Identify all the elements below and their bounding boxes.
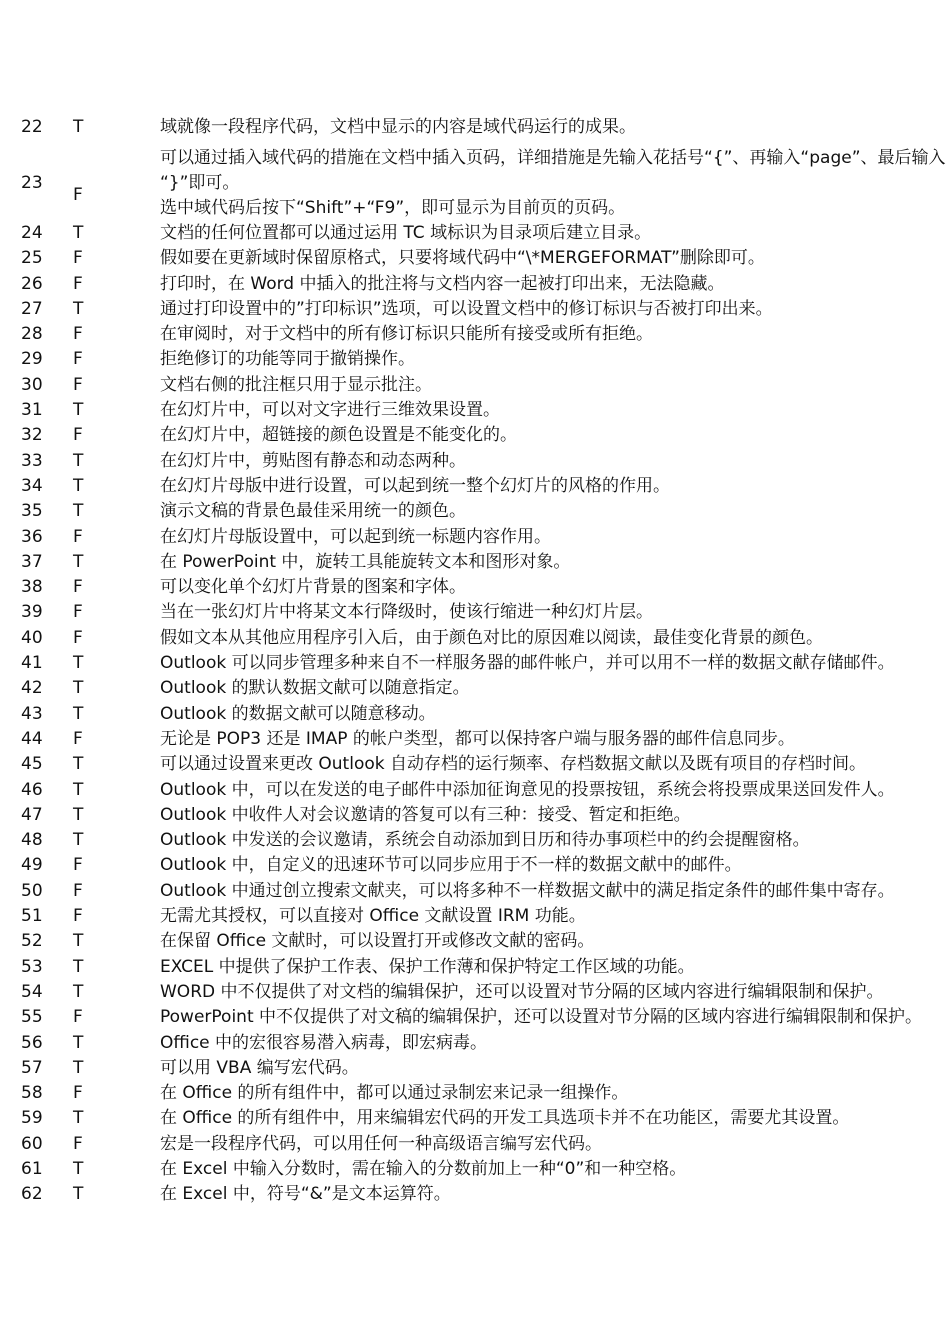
answer-mark: T bbox=[73, 117, 84, 137]
answer-mark: F bbox=[73, 374, 83, 395]
question-number: 58 bbox=[21, 1083, 43, 1104]
statement-text: 无论是 POP3 还是 IMAP 的帐户类型，都可以保持客户端与服务器的邮件信息同步。 bbox=[160, 728, 795, 749]
answer-mark: T bbox=[73, 830, 84, 851]
table-row bbox=[0, 778, 950, 803]
table-row bbox=[0, 929, 950, 954]
question-number: 27 bbox=[21, 298, 43, 319]
statement-text: Outlook 中收件人对会议邀请的答复可以有三种：接受、暂定和拒绝。 bbox=[160, 804, 691, 825]
table-row bbox=[0, 651, 950, 676]
answer-mark: F bbox=[73, 273, 83, 294]
answer-mark: T bbox=[73, 754, 84, 775]
statement-text: 在幻灯片母版中进行设置，可以起到统一整个幻灯片的风格的作用。 bbox=[160, 475, 670, 496]
answer-mark: T bbox=[73, 804, 84, 825]
question-number: 36 bbox=[21, 526, 43, 547]
table-row bbox=[0, 1157, 950, 1182]
table-row bbox=[0, 221, 950, 246]
statement-line: 选中域代码后按下“Shift”+“F9”，即可显示为目前页的页码。 bbox=[160, 198, 626, 218]
table-row bbox=[0, 600, 950, 625]
statement-text: 拒绝修订的功能等同于撤销操作。 bbox=[160, 349, 415, 370]
table-row bbox=[0, 828, 950, 853]
statement-text: EXCEL 中提供了保护工作表、保护工作薄和保护特定工作区域的功能。 bbox=[160, 956, 695, 977]
answer-mark: T bbox=[73, 703, 84, 724]
question-number: 40 bbox=[21, 627, 43, 648]
question-number: 35 bbox=[21, 501, 43, 522]
statement-text: Office 中的宏很容易潜入病毒，即宏病毒。 bbox=[160, 1032, 488, 1053]
question-number: 59 bbox=[21, 1108, 43, 1129]
statement-text: 在幻灯片中，可以对文字进行三维效果设置。 bbox=[160, 400, 500, 421]
question-number: 38 bbox=[21, 577, 43, 598]
answer-mark: T bbox=[73, 779, 84, 800]
question-number: 53 bbox=[21, 956, 43, 977]
statement-text: 可以通过设置来更改 Outlook 自动存档的运行频率、存档数据文献以及既有项目的存档时间。 bbox=[160, 754, 866, 775]
question-number: 45 bbox=[21, 754, 43, 775]
question-number: 60 bbox=[21, 1133, 43, 1154]
question-number: 44 bbox=[21, 728, 43, 749]
question-number: 29 bbox=[21, 349, 43, 370]
question-number: 32 bbox=[21, 425, 43, 446]
statement-text: 打印时，在 Word 中插入的批注将与文档内容一起被打印出来，无法隐藏。 bbox=[160, 273, 725, 294]
statement-text: Outlook 可以同步管理多种来自不一样服务器的邮件帐户，并可以用不一样的数据文献存储邮件。 bbox=[160, 653, 895, 674]
question-number: 39 bbox=[21, 602, 43, 623]
answer-mark: T bbox=[73, 1057, 84, 1078]
statement-text: 在幻灯片中，剪贴图有静态和动态两种。 bbox=[160, 450, 466, 471]
table-row bbox=[0, 575, 950, 600]
answer-mark: F bbox=[73, 185, 83, 205]
statement-text: 在幻灯片母版设置中，可以起到统一标题内容作用。 bbox=[160, 526, 551, 547]
answer-mark: T bbox=[73, 678, 84, 699]
statement-text: 假如文本从其他应用程序引入后，由于颜色对比的原因难以阅读，最佳变化背景的颜色。 bbox=[160, 627, 823, 648]
table-row bbox=[0, 550, 950, 575]
statement-text bbox=[160, 146, 946, 221]
statement-text: 可以用 VBA 编写宏代码。 bbox=[160, 1057, 359, 1078]
statement-text: 通过打印设置中的”打印标识”选项，可以设置文档中的修订标识与否被打印出来。 bbox=[160, 298, 773, 319]
table-row bbox=[0, 853, 950, 878]
answer-mark: T bbox=[73, 956, 84, 977]
question-number: 30 bbox=[21, 374, 43, 395]
statement-text: 在 Office 的所有组件中，都可以通过录制宏来记录一组操作。 bbox=[160, 1083, 629, 1104]
statement-text: 演示文稿的背景色最佳采用统一的颜色。 bbox=[160, 501, 466, 522]
statement-text: Outlook 中发送的会议邀请，系统会自动添加到日历和待办事项栏中的约会提醒窗格。 bbox=[160, 830, 810, 851]
table-row bbox=[0, 525, 950, 550]
question-number: 24 bbox=[21, 223, 43, 243]
statement-text: WORD 中不仅提供了对文档的编辑保护，还可以设置对节分隔的区域内容进行编辑限制和保护。 bbox=[160, 981, 884, 1002]
statement-text: 文档的任何位置都可以通过运用 TC 域标识为目录项后建立目录。 bbox=[160, 223, 652, 243]
answer-mark: F bbox=[73, 425, 83, 446]
question-number: 25 bbox=[21, 248, 43, 269]
answer-mark: F bbox=[73, 349, 83, 370]
question-number: 55 bbox=[21, 1007, 43, 1028]
answer-mark: F bbox=[73, 602, 83, 623]
question-number: 54 bbox=[21, 981, 43, 1002]
question-number: 48 bbox=[21, 830, 43, 851]
statement-text: 在幻灯片中，超链接的颜色设置是不能变化的。 bbox=[160, 425, 517, 446]
table-row bbox=[0, 1081, 950, 1106]
answer-mark: F bbox=[73, 1007, 83, 1028]
table-row bbox=[0, 727, 950, 752]
table-row bbox=[0, 115, 950, 146]
table-row bbox=[0, 499, 950, 524]
question-number: 47 bbox=[21, 804, 43, 825]
answer-mark: T bbox=[73, 450, 84, 471]
table-row bbox=[0, 1132, 950, 1157]
question-number: 52 bbox=[21, 931, 43, 952]
answer-mark: T bbox=[73, 1032, 84, 1053]
answer-mark: F bbox=[73, 880, 83, 901]
table-row bbox=[0, 322, 950, 347]
question-number: 37 bbox=[21, 551, 43, 572]
answer-mark: T bbox=[73, 475, 84, 496]
statement-text: 在 Office 的所有组件中，用来编辑宏代码的开发工具选项卡并不在功能区，需要尤其设置。 bbox=[160, 1108, 850, 1129]
true-false-answer-table bbox=[0, 115, 950, 1208]
question-number: 31 bbox=[21, 400, 43, 421]
table-row bbox=[0, 272, 950, 297]
statement-text: 域就像一段程序代码，文档中显示的内容是域代码运行的成果。 bbox=[160, 117, 636, 137]
table-row bbox=[0, 474, 950, 499]
statement-text: Outlook 中，可以在发送的电子邮件中添加征询意见的投票按钮，系统会将投票成果送回发件人。 bbox=[160, 779, 895, 800]
statement-line: “}”即可。 bbox=[160, 173, 240, 193]
answer-mark: F bbox=[73, 855, 83, 876]
table-row bbox=[0, 1182, 950, 1207]
table-row bbox=[0, 246, 950, 271]
statement-text: 假如要在更新域时保留原格式，只要将域代码中“\*MERGEFORMAT”删除即可。 bbox=[160, 248, 765, 269]
statement-text: 宏是一段程序代码，可以用任何一种高级语言编写宏代码。 bbox=[160, 1133, 602, 1154]
table-row bbox=[0, 449, 950, 474]
question-number: 50 bbox=[21, 880, 43, 901]
question-number: 43 bbox=[21, 703, 43, 724]
table-row bbox=[0, 347, 950, 372]
question-number: 22 bbox=[21, 117, 43, 137]
statement-text: PowerPoint 中不仅提供了对文稿的编辑保护，还可以设置对节分隔的区域内容进行编辑限制和保护。 bbox=[160, 1007, 923, 1028]
table-row bbox=[0, 297, 950, 322]
table-row bbox=[0, 904, 950, 929]
answer-mark: F bbox=[73, 906, 83, 927]
table-row bbox=[0, 879, 950, 904]
table-row bbox=[0, 676, 950, 701]
table-row bbox=[0, 980, 950, 1005]
statement-text: 当在一张幻灯片中将某文本行降级时，使该行缩进一种幻灯片层。 bbox=[160, 602, 653, 623]
statement-text: 无需尤其授权，可以直接对 Office 文献设置 IRM 功能。 bbox=[160, 906, 586, 927]
table-row bbox=[0, 1056, 950, 1081]
question-number: 62 bbox=[21, 1184, 43, 1205]
question-number: 57 bbox=[21, 1057, 43, 1078]
statement-text: Outlook 中，自定义的迅速环节可以同步应用于不一样的数据文献中的邮件。 bbox=[160, 855, 742, 876]
answer-mark: F bbox=[73, 324, 83, 345]
question-number: 46 bbox=[21, 779, 43, 800]
table-row bbox=[0, 955, 950, 980]
answer-mark: T bbox=[73, 298, 84, 319]
question-number: 42 bbox=[21, 678, 43, 699]
statement-text: 可以变化单个幻灯片背景的图案和字体。 bbox=[160, 577, 466, 598]
answer-mark: T bbox=[73, 551, 84, 572]
statement-line: 可以通过插入域代码的措施在文档中插入页码，详细措施是先输入花括号“{”、再输入“page”、最后输入 bbox=[160, 148, 946, 168]
question-number: 61 bbox=[21, 1158, 43, 1179]
statement-text: 在 PowerPoint 中，旋转工具能旋转文本和图形对象。 bbox=[160, 551, 571, 572]
statement-text: 在 Excel 中，符号“&”是文本运算符。 bbox=[160, 1184, 451, 1205]
question-number: 49 bbox=[21, 855, 43, 876]
table-row bbox=[0, 423, 950, 448]
table-row bbox=[0, 1005, 950, 1030]
table-row bbox=[0, 398, 950, 423]
answer-mark: F bbox=[73, 728, 83, 749]
table-row bbox=[0, 626, 950, 651]
statement-text: Outlook 的数据文献可以随意移动。 bbox=[160, 703, 436, 724]
table-row bbox=[0, 1106, 950, 1131]
question-number: 26 bbox=[21, 273, 43, 294]
statement-text: Outlook 的默认数据文献可以随意指定。 bbox=[160, 678, 470, 699]
question-number: 28 bbox=[21, 324, 43, 345]
question-number: 51 bbox=[21, 906, 43, 927]
table-row bbox=[0, 803, 950, 828]
statement-text: 在 Excel 中输入分数时，需在输入的分数前加上一种“0”和一种空格。 bbox=[160, 1158, 687, 1179]
answer-mark: F bbox=[73, 526, 83, 547]
answer-mark: T bbox=[73, 223, 84, 243]
question-number: 34 bbox=[21, 475, 43, 496]
table-row bbox=[0, 146, 950, 221]
answer-mark: T bbox=[73, 501, 84, 522]
answer-mark: T bbox=[73, 1108, 84, 1129]
statement-text: Outlook 中通过创立搜索文献夹，可以将多种不一样数据文献中的满足指定条件的邮件集中寄存。 bbox=[160, 880, 895, 901]
answer-mark: F bbox=[73, 1083, 83, 1104]
answer-mark: T bbox=[73, 931, 84, 952]
answer-mark: F bbox=[73, 577, 83, 598]
table-row bbox=[0, 373, 950, 398]
table-row bbox=[0, 752, 950, 777]
statement-text: 在保留 Office 文献时，可以设置打开或修改文献的密码。 bbox=[160, 931, 595, 952]
answer-mark: T bbox=[73, 653, 84, 674]
answer-mark: T bbox=[73, 981, 84, 1002]
answer-mark: T bbox=[73, 1184, 84, 1205]
table-row bbox=[0, 702, 950, 727]
answer-mark: F bbox=[73, 248, 83, 269]
answer-mark: F bbox=[73, 1133, 83, 1154]
table-row bbox=[0, 1031, 950, 1056]
question-number: 56 bbox=[21, 1032, 43, 1053]
answer-mark: F bbox=[73, 627, 83, 648]
question-number: 41 bbox=[21, 653, 43, 674]
question-number: 33 bbox=[21, 450, 43, 471]
question-number: 23 bbox=[21, 173, 43, 193]
statement-text: 在审阅时，对于文档中的所有修订标识只能所有接受或所有拒绝。 bbox=[160, 324, 653, 345]
answer-mark: T bbox=[73, 1158, 84, 1179]
statement-text: 文档右侧的批注框只用于显示批注。 bbox=[160, 374, 432, 395]
answer-mark: T bbox=[73, 400, 84, 421]
